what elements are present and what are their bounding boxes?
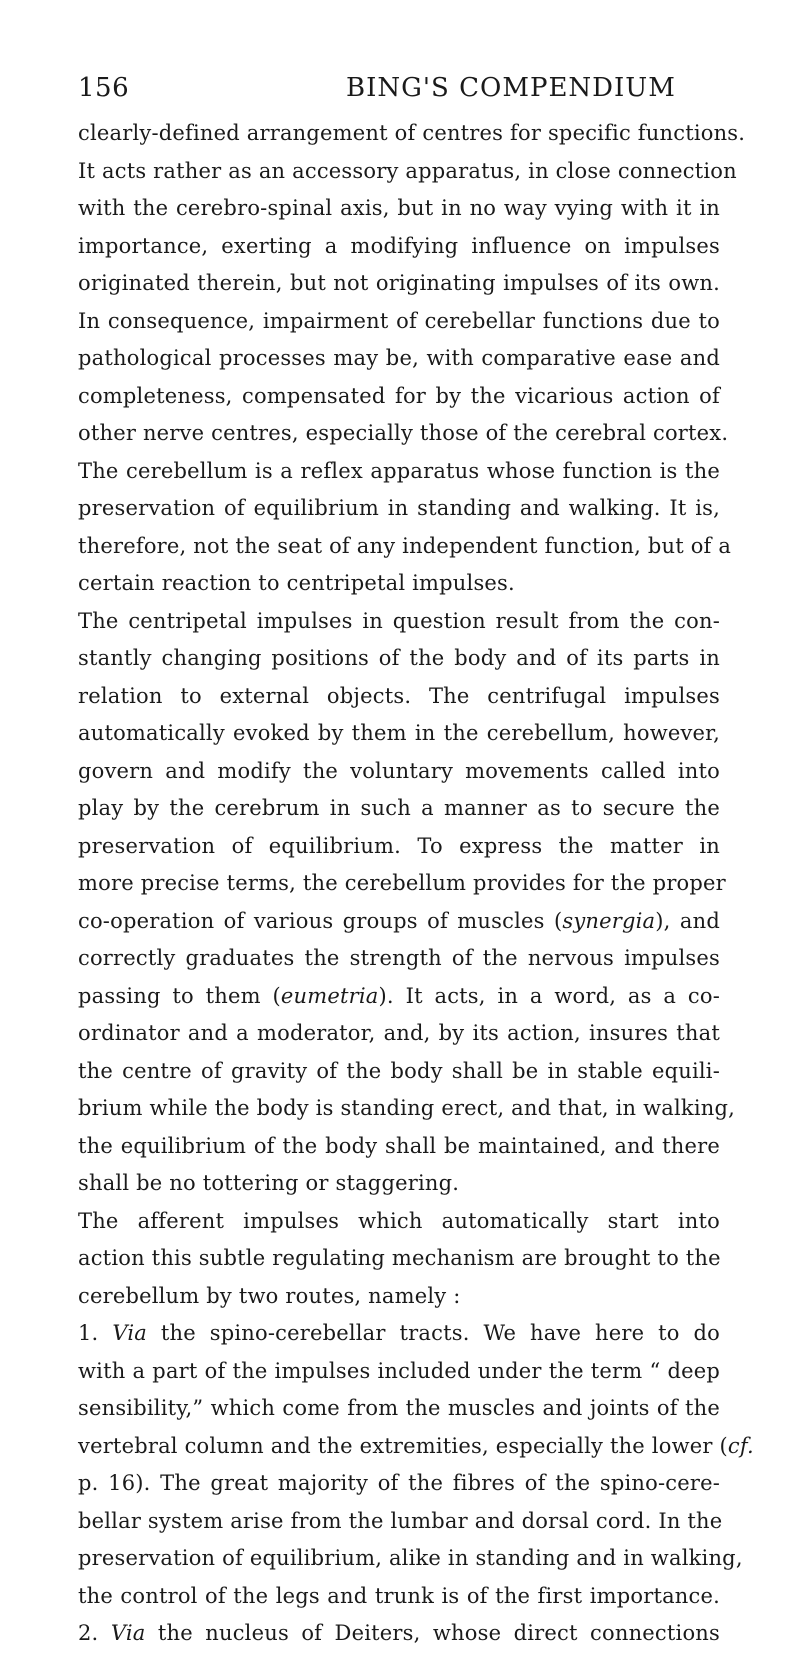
text-line: the centre of gravity of the body shall be in stable equili- [78, 1058, 720, 1083]
text-line: cerebellum by two routes, namely : [78, 1283, 461, 1308]
text-line: originated therein, but not originating impulses of its own. [78, 271, 720, 295]
text-line: preservation of equilibrium in standing and walking. It is, [78, 496, 720, 520]
text-line: preservation of equilibrium. To express the matter in [78, 833, 720, 858]
text-line: completeness, compensated for by the vicarious action of [78, 383, 720, 408]
italic-term: cf. [727, 1433, 754, 1458]
text-line: automatically evoked by them in the cerebellum, however, [78, 721, 720, 745]
text-line: brium while the body is standing erect, and that, in walking, [78, 1096, 736, 1120]
text-line: more precise terms, the cerebellum provides for the proper [78, 871, 726, 895]
text-line: The afferent impulses which automatically start into [78, 1208, 720, 1233]
text-line: therefore, not the seat of any independent function, but of a [78, 533, 732, 558]
text-line: correctly graduates the strength of the nervous impulses [78, 946, 720, 970]
text-line: certain reaction to centripetal impulses. [78, 571, 515, 595]
text-line: clearly-defined arrangement of centres for specific functions. [78, 121, 746, 145]
text-line: importance, exerting a modifying influence on impulses [78, 233, 720, 258]
text-line: govern and modify the voluntary movements called into [78, 758, 720, 783]
text-line: the control of the legs and trunk is of the first importance. [78, 1583, 720, 1608]
text-line: action this subtle regulating mechanism are brought to the [78, 1246, 721, 1270]
italic-term: eumetria [280, 983, 379, 1008]
text-line: p. 16). The great majority of the fibres of the spino-cere- [78, 1471, 720, 1495]
text-line: with a part of the impulses included under the term “ deep [78, 1358, 720, 1383]
text-line: vertebral column and the extremities, especially the lower (cf. [78, 1433, 754, 1458]
text-line: bellar system arise from the lumbar and dorsal cord. In the [78, 1508, 723, 1533]
italic-term: Via [112, 1321, 147, 1345]
text-line: co-operation of various groups of muscles (synergia), and [78, 908, 721, 933]
text-line: pathological processes may be, with comparative ease and [78, 346, 720, 370]
italic-term: synergia [562, 908, 656, 933]
text-line: sensibility,” which come from the muscles and joints of the [78, 1396, 720, 1420]
text-line: 1. Via the spino-cerebellar tracts. We have here to do [78, 1321, 721, 1345]
text-line: preservation of equilibrium, alike in standing and in walking, [78, 1546, 743, 1570]
text-line: stantly changing positions of the body and of its parts in [78, 646, 720, 670]
italic-term: Via [110, 1621, 146, 1645]
text-line: with the cerebro-spinal axis, but in no way vying with it in [78, 196, 720, 220]
page-number: 156 [78, 73, 130, 103]
text-line: It acts rather as an accessory apparatus, in close connection [78, 158, 737, 183]
text-line: the equilibrium of the body shall be maintained, and there [78, 1133, 720, 1158]
running-title: BING'S COMPENDIUM [346, 73, 676, 103]
text-line: shall be no tottering or staggering. [78, 1171, 460, 1195]
text-line: relation to external objects. The centrifugal impulses [78, 683, 720, 708]
text-line: In consequence, impairment of cerebellar functions due to [78, 308, 720, 333]
page-header [78, 71, 720, 105]
text-line: other nerve centres, especially those of the cerebral cortex. [78, 421, 729, 445]
text-line: ordinator and a moderator, and, by its action, insures that [78, 1021, 720, 1045]
body-text [78, 115, 754, 1653]
text-line: play by the cerebrum in such a manner as to secure the [78, 796, 720, 820]
text-line: The cerebellum is a reflex apparatus whose function is the [78, 458, 720, 483]
text-line: passing to them (eumetria). It acts, in a word, as a co- [78, 983, 720, 1008]
text-line: 2. Via the nucleus of Deiters, whose direct connections [78, 1621, 720, 1645]
text-line: The centripetal impulses in question result from the con- [78, 608, 720, 633]
